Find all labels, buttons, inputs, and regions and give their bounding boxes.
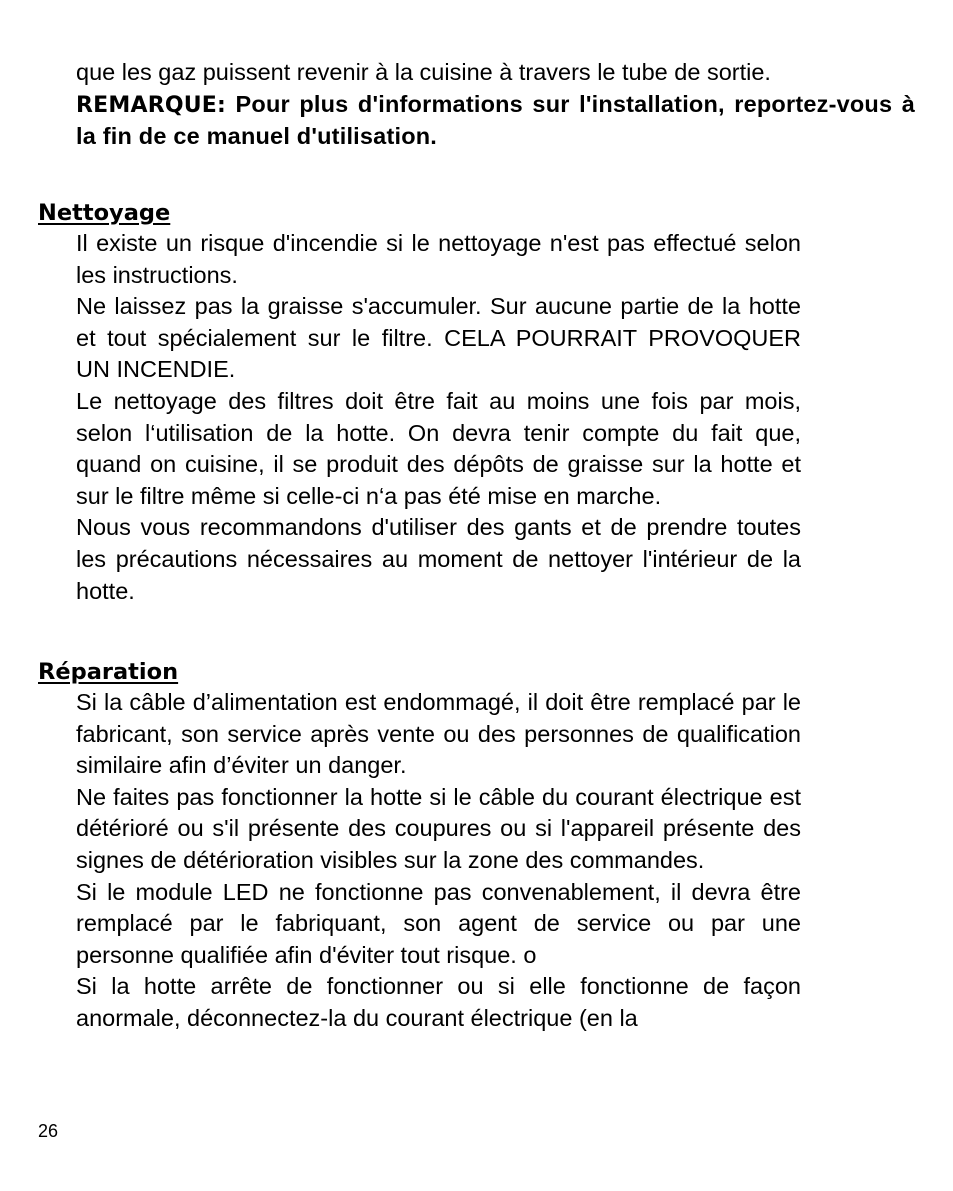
nettoyage-paragraph-3: Le nettoyage des filtres doit être fait au moins une fois par mois, selon l‘utilisation de la hotte. On devra tenir compte du fait que, quand on cuisine, il se produit des dépôts de graisse sur la hotte et sur le filtre même si celle-ci n‘a pas été mise en marche. xyxy=(76,387,801,509)
intro-continuation: que les gaz puissent revenir à la cuisine à travers le tube de sortie. xyxy=(76,59,771,85)
section-reparation xyxy=(0,657,839,1035)
nettoyage-paragraph-2: Ne laissez pas la graisse s'accumuler. Sur aucune partie de la hotte et tout spécialement sur le filtre. CELA POURRAIT PROVOQUER UN INCENDIE. xyxy=(76,293,801,383)
reparation-paragraph-4: Si la hotte arrête de fonctionner ou si elle fonctionne de façon anormale, déconnectez-la du courant électrique (en la xyxy=(76,973,801,1031)
remark-text: Pour plus d'informations sur l'installation, reportez-vous à la fin de ce manuel d'utilisation. xyxy=(76,90,915,150)
reparation-body xyxy=(0,687,839,1035)
nettoyage-body xyxy=(0,228,839,607)
nettoyage-paragraph-1: Il existe un risque d'incendie si le nettoyage n'est pas effectué selon les instructions. xyxy=(76,230,801,288)
nettoyage-paragraph-4: Nous vous recommandons d'utiliser des gants et de prendre toutes les précautions nécessaires au moment de nettoyer l'intérieur de la hotte. xyxy=(76,514,801,604)
heading-nettoyage: Nettoyage xyxy=(38,200,171,226)
page-number: 26 xyxy=(38,1121,59,1141)
intro-block xyxy=(0,57,953,153)
installation-remark xyxy=(76,89,915,153)
remark-label: REMARQUE: xyxy=(76,92,227,118)
reparation-paragraph-1: Si la câble d’alimentation est endommagé, il doit être remplacé par le fabricant, son service après vente ou des personnes de qualification similaire afin d’éviter un danger. xyxy=(76,689,801,779)
section-nettoyage xyxy=(0,198,839,607)
reparation-paragraph-3: Si le module LED ne fonctionne pas convenablement, il devra être remplacé par le fabriquant, son agent de service ou par une personne qualifiée afin d'éviter tout risque. o xyxy=(76,878,801,968)
reparation-paragraph-2: Ne faites pas fonctionner la hotte si le câble du courant électrique est détérioré ou s'il présente des coupures ou si l'appareil présente des signes de détérioration visibles sur la zone des commandes. xyxy=(76,783,801,873)
heading-reparation: Réparation xyxy=(38,659,179,685)
